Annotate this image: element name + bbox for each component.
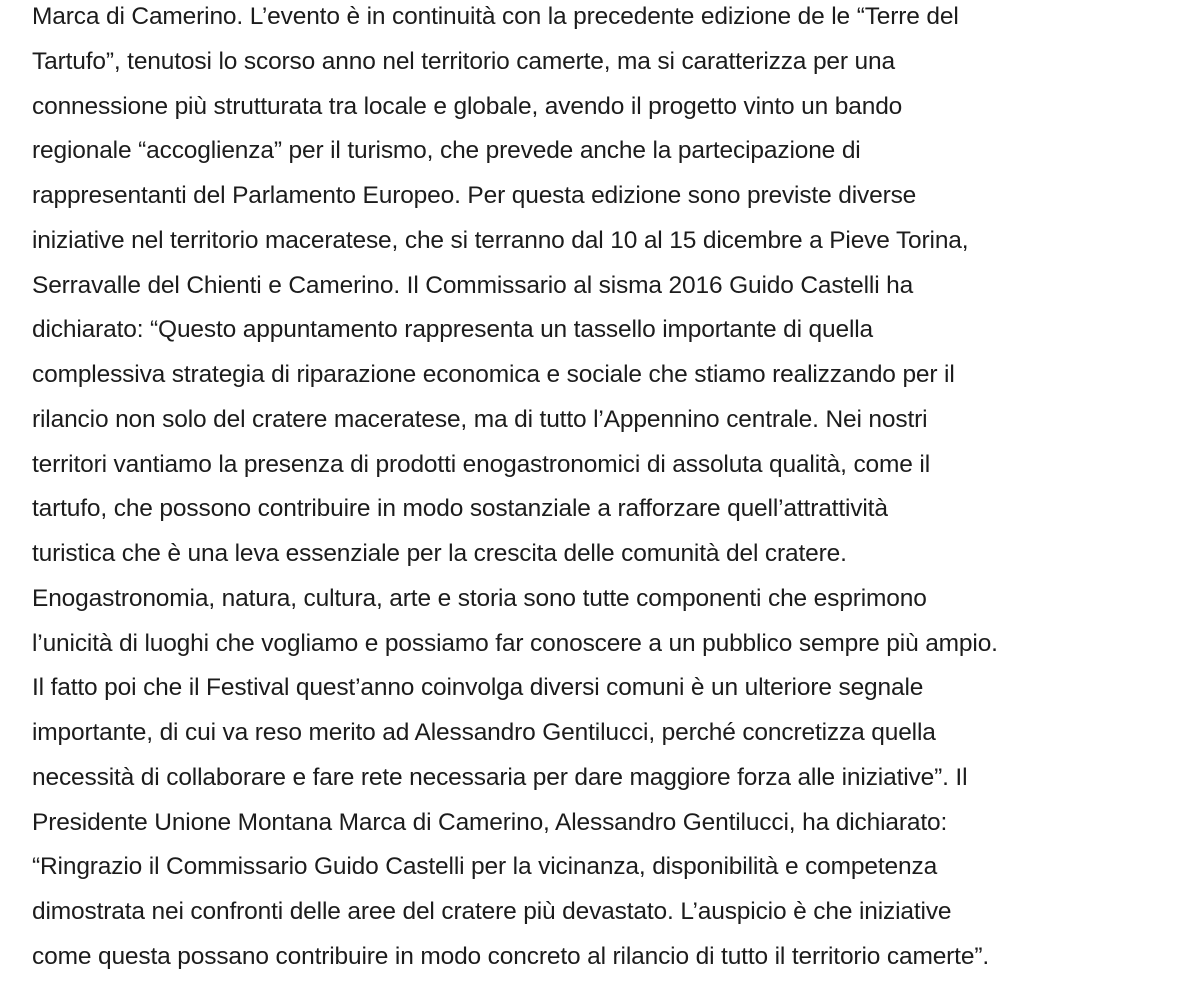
paragraph-line: rappresentanti del Parlamento Europeo. Per questa edizione sono previste diverse [32,182,917,209]
paragraph-line: dichiarato: “Questo appuntamento rappresenta un tassello importante di quella [32,316,874,344]
paragraph-line: dimostrata nei confronti delle aree del cratere più devastato. L’auspicio è che iniziative [32,898,952,925]
paragraph-line: connessione più strutturata tra locale e globale, avendo il progetto vinto un bando [32,92,903,120]
paragraph-line: come questa possano contribuire in modo concreto al rilancio di tutto il territorio camerte”. [32,942,989,970]
paragraph-line: Tartufo”, tenutosi lo scorso anno nel territorio camerte, ma si caratterizza per una [32,47,895,75]
paragraph-line: “Ringrazio il Commissario Guido Castelli per la vicinanza, disponibilità e competenza [32,853,938,881]
paragraph-line: rilancio non solo del cratere maceratese, ma di tutto l’Appennino centrale. Nei nostri [32,405,928,433]
paragraph-line: turistica che è una leva essenziale per la crescita delle comunità del cratere. [32,540,847,567]
paragraph-line: necessità di collaborare e fare rete necessaria per dare maggiore forza alle iniziative”. Il [32,763,968,791]
paragraph-line: iniziative nel territorio maceratese, che si terranno dal 10 al 15 dicembre a Pieve Torina, [32,226,969,254]
paragraph-line: tartufo, che possono contribuire in modo sostanziale a rafforzare quell’attrattività [32,495,888,523]
paragraph-line: Il fatto poi che il Festival quest’anno coinvolga diversi comuni è un ulteriore segnale [32,674,924,702]
article-body-paragraph [32,0,1162,985]
paragraph-line: Enogastronomia, natura, cultura, arte e storia sono tutte componenti che esprimono [32,584,927,612]
paragraph-line: territori vantiamo la presenza di prodotti enogastronomici di assoluta qualità, come il [32,450,930,478]
paragraph-line: importante, di cui va reso merito ad Alessandro Gentilucci, perché concretizza quella [32,719,936,746]
paragraph-line: complessiva strategia di riparazione economica e sociale che stiamo realizzando per il [32,361,955,388]
paragraph-line: l’unicità di luoghi che vogliamo e possiamo far conoscere a un pubblico sempre più ampio. [32,629,998,657]
paragraph-line: Presidente Unione Montana Marca di Camerino, Alessandro Gentilucci, ha dichiarato: [32,808,948,836]
paragraph-line: regionale “accoglienza” per il turismo, che prevede anche la partecipazione di [32,137,861,165]
paragraph-line: Serravalle del Chienti e Camerino. Il Commissario al sisma 2016 Guido Castelli ha [32,271,914,299]
paragraph-line: Marca di Camerino. L’evento è in continuità con la precedente edizione de le “Terre del [32,3,959,30]
